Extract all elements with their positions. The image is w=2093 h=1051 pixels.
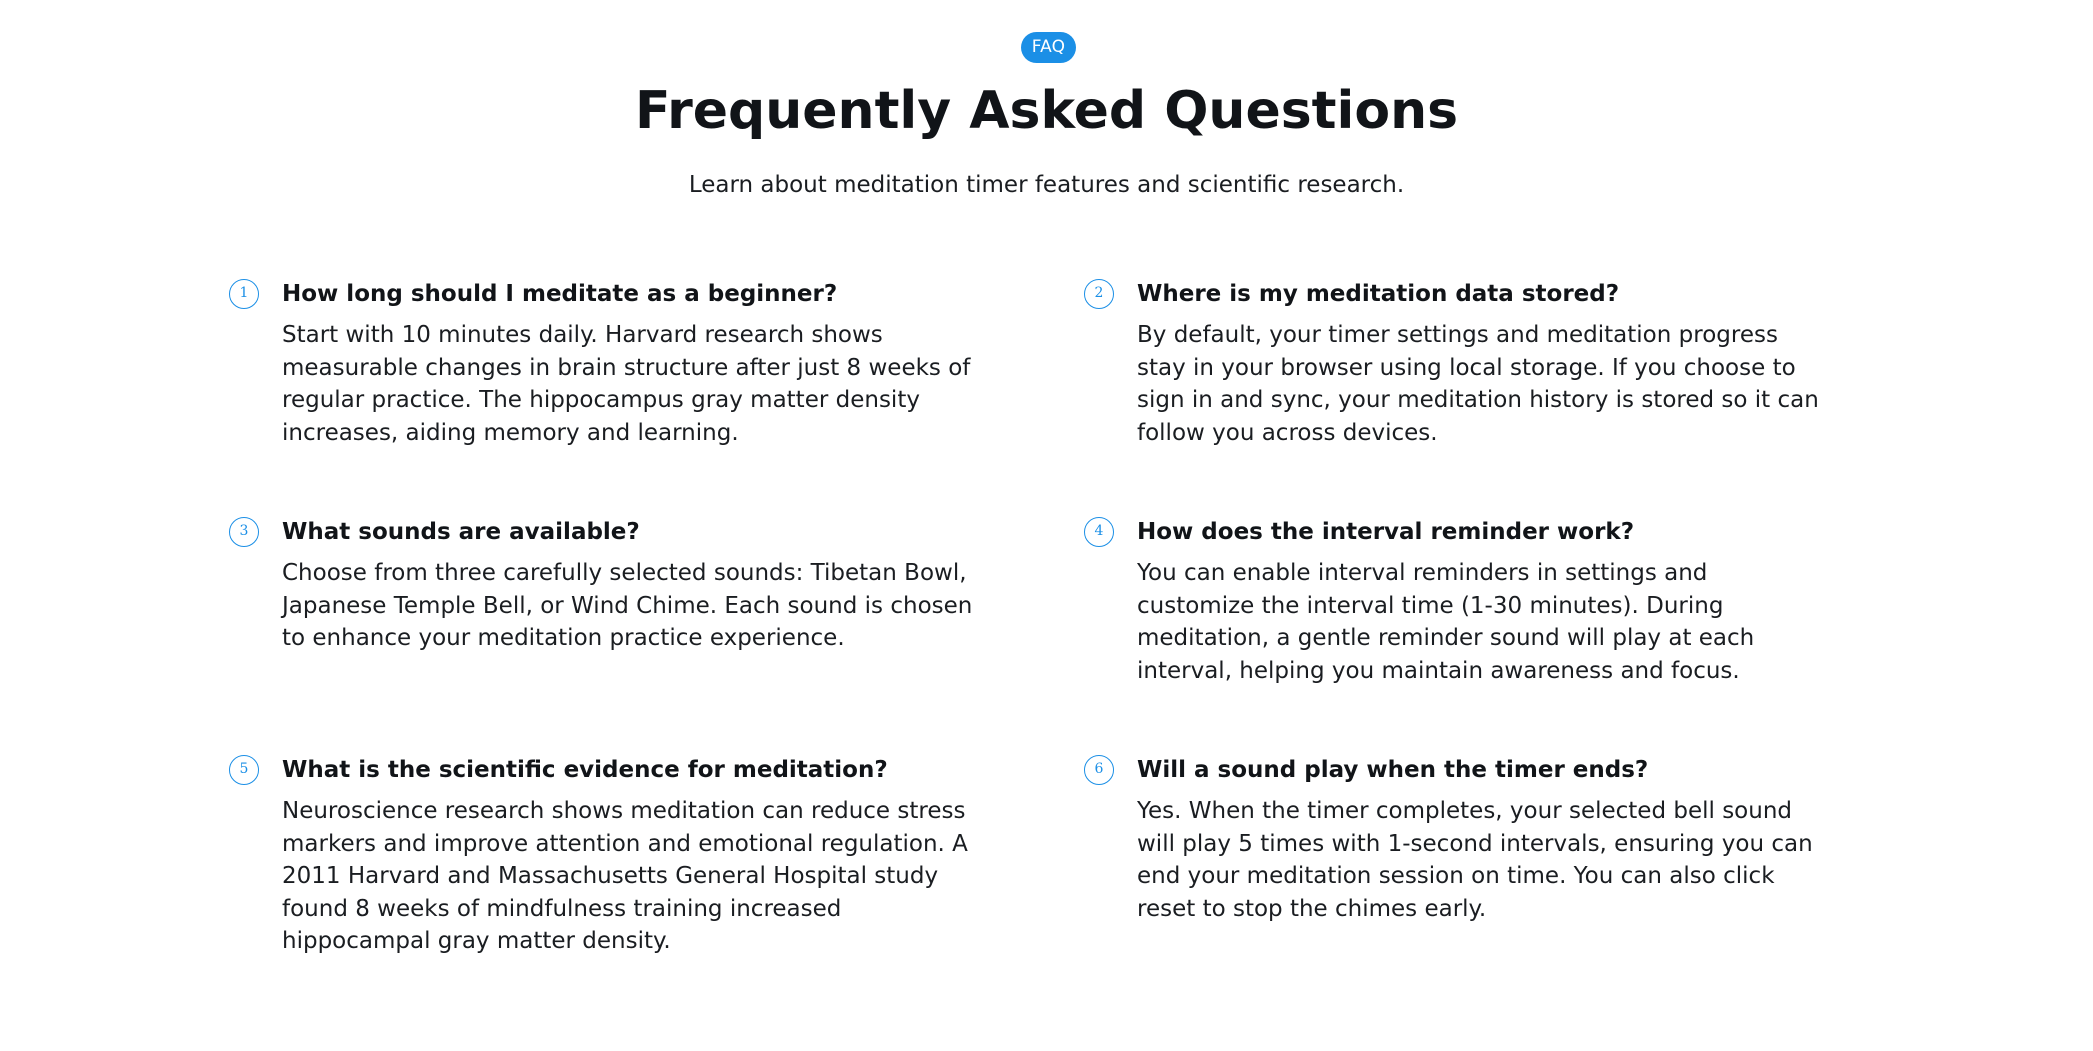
faq-number-badge: 2 bbox=[1084, 279, 1114, 309]
faq-answer: By default, your timer settings and meditation progress stay in your browser using local storage. If you choose to sign in and sync, your meditation history is stored so it can follow you across devices. bbox=[1137, 322, 1819, 446]
faq-answer: Neuroscience research shows meditation can reduce stress markers and improve attention and emotional regulation. A 2011 Harvard and Massachusetts General Hospital study found 8 weeks of mindfulness training increased hippocampal gray matter density. bbox=[282, 798, 968, 954]
faq-badge: FAQ bbox=[1021, 32, 1076, 63]
faq-answer: You can enable interval reminders in settings and customize the interval time (1-30 minutes). During meditation, a gentle reminder sound will play at each interval, helping you maintain awareness and focus. bbox=[1137, 560, 1755, 684]
faq-question: Where is my meditation data stored? bbox=[1137, 281, 1620, 307]
faq-number-badge: 1 bbox=[229, 279, 259, 309]
faq-number-badge: 4 bbox=[1084, 517, 1114, 547]
page-subtitle: Learn about meditation timer features and scientific research. bbox=[688, 172, 1405, 198]
faq-answer: Start with 10 minutes daily. Harvard research shows measurable changes in brain structure after just 8 weeks of regular practice. The hippocampus gray matter density increases, aiding memory and learning. bbox=[282, 322, 971, 446]
faq-question: How does the interval reminder work? bbox=[1137, 519, 1635, 545]
faq-question: What is the scientific evidence for meditation? bbox=[282, 757, 888, 783]
page-title: Frequently Asked Questions bbox=[634, 81, 1459, 141]
faq-number-badge: 6 bbox=[1084, 755, 1114, 785]
faq-question: What sounds are available? bbox=[282, 519, 640, 545]
faq-number-badge: 5 bbox=[229, 755, 259, 785]
faq-question: How long should I meditate as a beginner? bbox=[282, 281, 838, 307]
faq-answer: Yes. When the timer completes, your selected bell sound will play 5 times with 1-second intervals, ensuring you can end your meditation session on time. You can also click reset to stop the chimes early. bbox=[1137, 798, 1813, 922]
faq-question: Will a sound play when the timer ends? bbox=[1137, 757, 1649, 783]
faq-number-badge: 3 bbox=[229, 517, 259, 547]
faq-answer: Choose from three carefully selected sounds: Tibetan Bowl, Japanese Temple Bell, or Wind Chime. Each sound is chosen to enhance your meditation practice experience. bbox=[282, 560, 973, 651]
